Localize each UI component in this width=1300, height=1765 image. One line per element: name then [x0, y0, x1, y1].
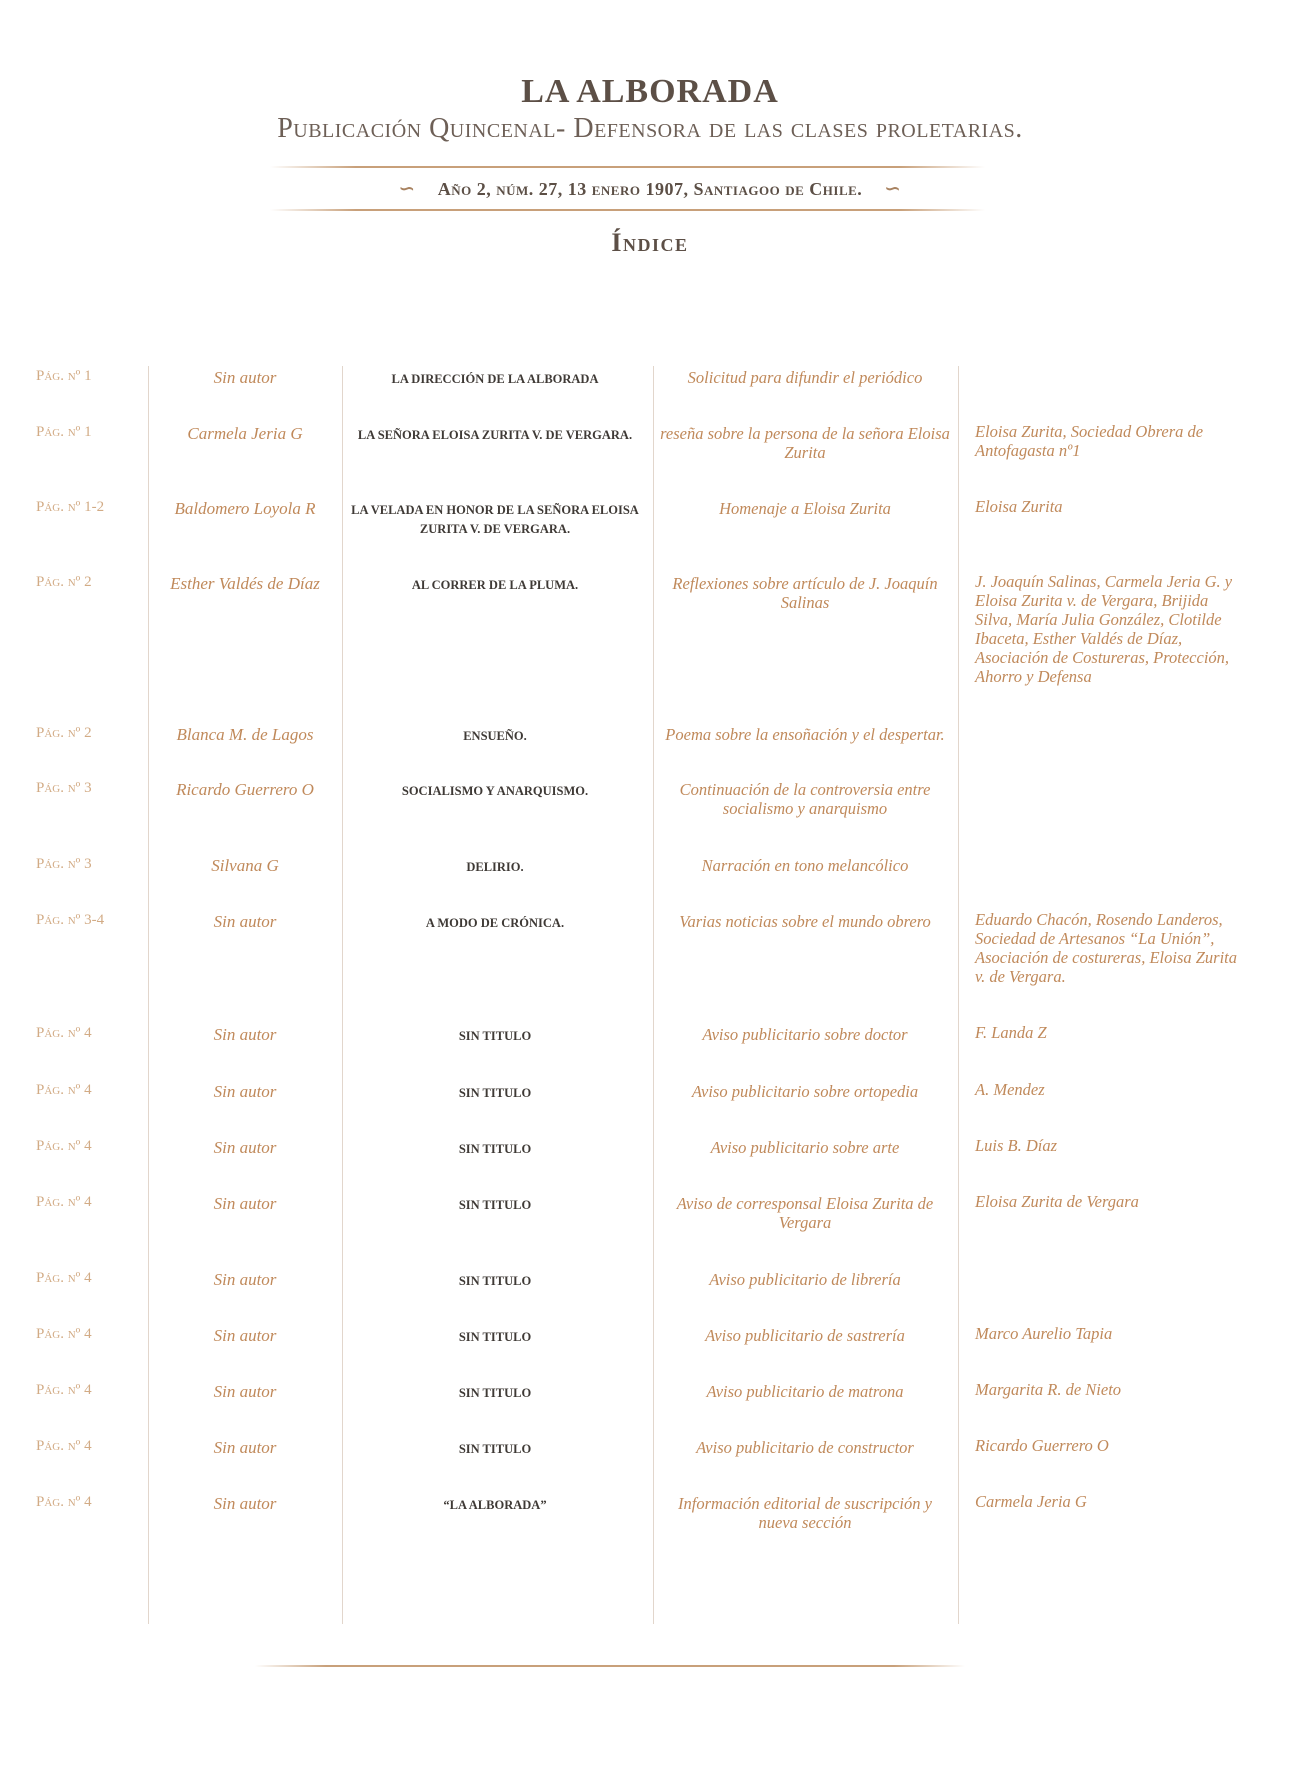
publication-subtitle: Publicación Quincenal- Defensora de las clases proletarias. [277, 113, 1023, 144]
author: Sin autor [213, 1438, 277, 1457]
article-title: SIN TITULO [458, 1274, 532, 1288]
column-divider [148, 366, 149, 1624]
column-divider [653, 366, 654, 1624]
article-title: A MODO DE CRÓNICA. [425, 916, 565, 930]
article-title: SIN TITULO [458, 1386, 532, 1400]
swash-left-ornament: ∽ [398, 178, 416, 200]
footer-divider [255, 1665, 965, 1667]
article-title: SIN TITULO [458, 1086, 532, 1100]
mentioned-names: Eloisa Zurita de Vergara [975, 1192, 1139, 1211]
bottom-divider [270, 209, 985, 211]
author: Sin autor [213, 1138, 277, 1157]
mentioned-names: A. Mendez [975, 1080, 1045, 1099]
author: Baldomero Loyola R [174, 499, 316, 518]
mentioned-names: Margarita R. de Nieto [975, 1380, 1122, 1399]
article-summary: Aviso publicitario sobre doctor [702, 1025, 908, 1044]
page-number: Pág. nº 2 [36, 725, 92, 741]
article-title: SIN TITULO [458, 1142, 532, 1156]
issue-line [0, 176, 1300, 201]
mentioned-names: J. Joaquín Salinas, Carmela Jeria G. y Eloisa Zurita v. de Vergara, Brijida Silva, María Julia González, Clotilde Ibaceta, Esther Valdés de Díaz, Asociación de Costureras, Protección, Ahorro y Defensa [975, 572, 1233, 686]
swash-right-ornament: ∽ [884, 178, 902, 200]
page-number: Pág. nº 3 [36, 780, 92, 796]
index-heading: Índice [611, 228, 689, 257]
author: Sin autor [213, 1194, 277, 1213]
author: Sin autor [213, 1326, 277, 1345]
mentioned-names: Eloisa Zurita, Sociedad Obrera de Antofagasta nº1 [975, 422, 1204, 460]
page-number: Pág. nº 1-2 [36, 499, 105, 515]
page-number: Pág. nº 4 [36, 1438, 92, 1454]
article-summary: Solicitud para difundir el periódico [687, 368, 923, 387]
article-summary: Continuación de la controversia entre socialismo y anarquismo [679, 780, 931, 818]
mentioned-names: Carmela Jeria G [975, 1492, 1087, 1511]
article-title: ENSUEÑO. [463, 729, 527, 743]
page-number: Pág. nº 4 [36, 1194, 92, 1210]
author: Sin autor [213, 1082, 277, 1101]
mentioned-names: Luis B. Díaz [975, 1136, 1058, 1155]
article-summary: reseña sobre la persona de la señora Eloisa Zurita [660, 424, 950, 462]
article-summary: Aviso publicitario de constructor [696, 1438, 914, 1457]
article-summary: Reflexiones sobre artículo de J. Joaquín Salinas [672, 574, 938, 612]
article-title: SIN TITULO [458, 1442, 532, 1456]
page-number: Pág. nº 4 [36, 1382, 92, 1398]
masthead [0, 72, 1300, 146]
publication-title: LA ALBORADA [521, 73, 779, 110]
article-summary: Varias noticias sobre el mundo obrero [679, 912, 931, 931]
mentioned-names: Ricardo Guerrero O [975, 1436, 1109, 1455]
page-number: Pág. nº 3 [36, 856, 92, 872]
page-number: Pág. nº 4 [36, 1138, 92, 1154]
top-divider [270, 166, 985, 168]
page-number: Pág. nº 1 [36, 368, 92, 384]
article-title: LA DIRECCIÓN DE LA ALBORADA [391, 372, 599, 386]
article-summary: Aviso publicitario sobre ortopedia [691, 1082, 919, 1101]
author: Esther Valdés de Díaz [170, 574, 320, 593]
author: Blanca M. de Lagos [176, 725, 314, 744]
page-number: Pág. nº 1 [36, 424, 92, 440]
page-number: Pág. nº 4 [36, 1270, 92, 1286]
page-number: Pág. nº 4 [36, 1082, 92, 1098]
article-title: SIN TITULO [458, 1029, 532, 1043]
article-summary: Aviso de corresponsal Eloisa Zurita de Vergara [676, 1194, 934, 1232]
article-title: DELIRIO. [466, 860, 524, 874]
author: Sin autor [213, 912, 277, 931]
mentioned-names: F. Landa Z [975, 1023, 1047, 1042]
author: Carmela Jeria G [187, 424, 303, 443]
author: Sin autor [213, 368, 277, 387]
author: Sin autor [213, 1382, 277, 1401]
page-number: Pág. nº 4 [36, 1326, 92, 1342]
page-number: Pág. nº 2 [36, 574, 92, 590]
article-title: AL CORRER DE LA PLUMA. [411, 578, 579, 592]
mentioned-names: Eduardo Chacón, Rosendo Landeros, Sociedad de Artesanos “La Unión”, Asociación de costureras, Eloisa Zurita v. de Vergara. [975, 910, 1238, 986]
article-summary: Narración en tono melancólico [701, 856, 909, 875]
mentioned-names: Eloisa Zurita [975, 497, 1063, 516]
article-summary: Información editorial de suscripción y nueva sección [678, 1494, 932, 1532]
article-title: SIN TITULO [458, 1330, 532, 1344]
article-title: SIN TITULO [458, 1198, 532, 1212]
author: Silvana G [211, 856, 279, 875]
page-number: Pág. nº 4 [36, 1494, 92, 1510]
article-summary: Aviso publicitario sobre arte [710, 1138, 900, 1157]
article-summary: Aviso publicitario de matrona [706, 1382, 904, 1401]
page-number: Pág. nº 4 [36, 1025, 92, 1041]
author: Sin autor [213, 1025, 277, 1044]
column-divider [342, 366, 343, 1624]
article-title: “LA ALBORADA” [443, 1498, 547, 1512]
mentioned-names: Marco Aurelio Tapia [975, 1324, 1113, 1343]
issue-info: Año 2, núm. 27, 13 enero 1907, Santiagoo de Chile. [437, 179, 863, 199]
article-title: LA SEÑORA ELOISA ZURITA V. DE VERGARA. [357, 428, 633, 442]
column-divider [958, 366, 959, 1624]
article-summary: Poema sobre la ensoñación y el despertar. [665, 725, 945, 744]
author: Sin autor [213, 1270, 277, 1289]
article-summary: Homenaje a Eloisa Zurita [719, 499, 891, 518]
page-number: Pág. nº 3-4 [36, 912, 105, 928]
author: Sin autor [213, 1494, 277, 1513]
article-summary: Aviso publicitario de librería [709, 1270, 901, 1289]
article-summary: Aviso publicitario de sastrería [705, 1326, 905, 1345]
author: Ricardo Guerrero O [176, 780, 314, 799]
article-title: SOCIALISMO Y ANARQUISMO. [401, 784, 589, 798]
article-title: LA VELADA EN HONOR DE LA SEÑORA ELOISA ZURITA V. DE VERGARA. [351, 503, 639, 536]
